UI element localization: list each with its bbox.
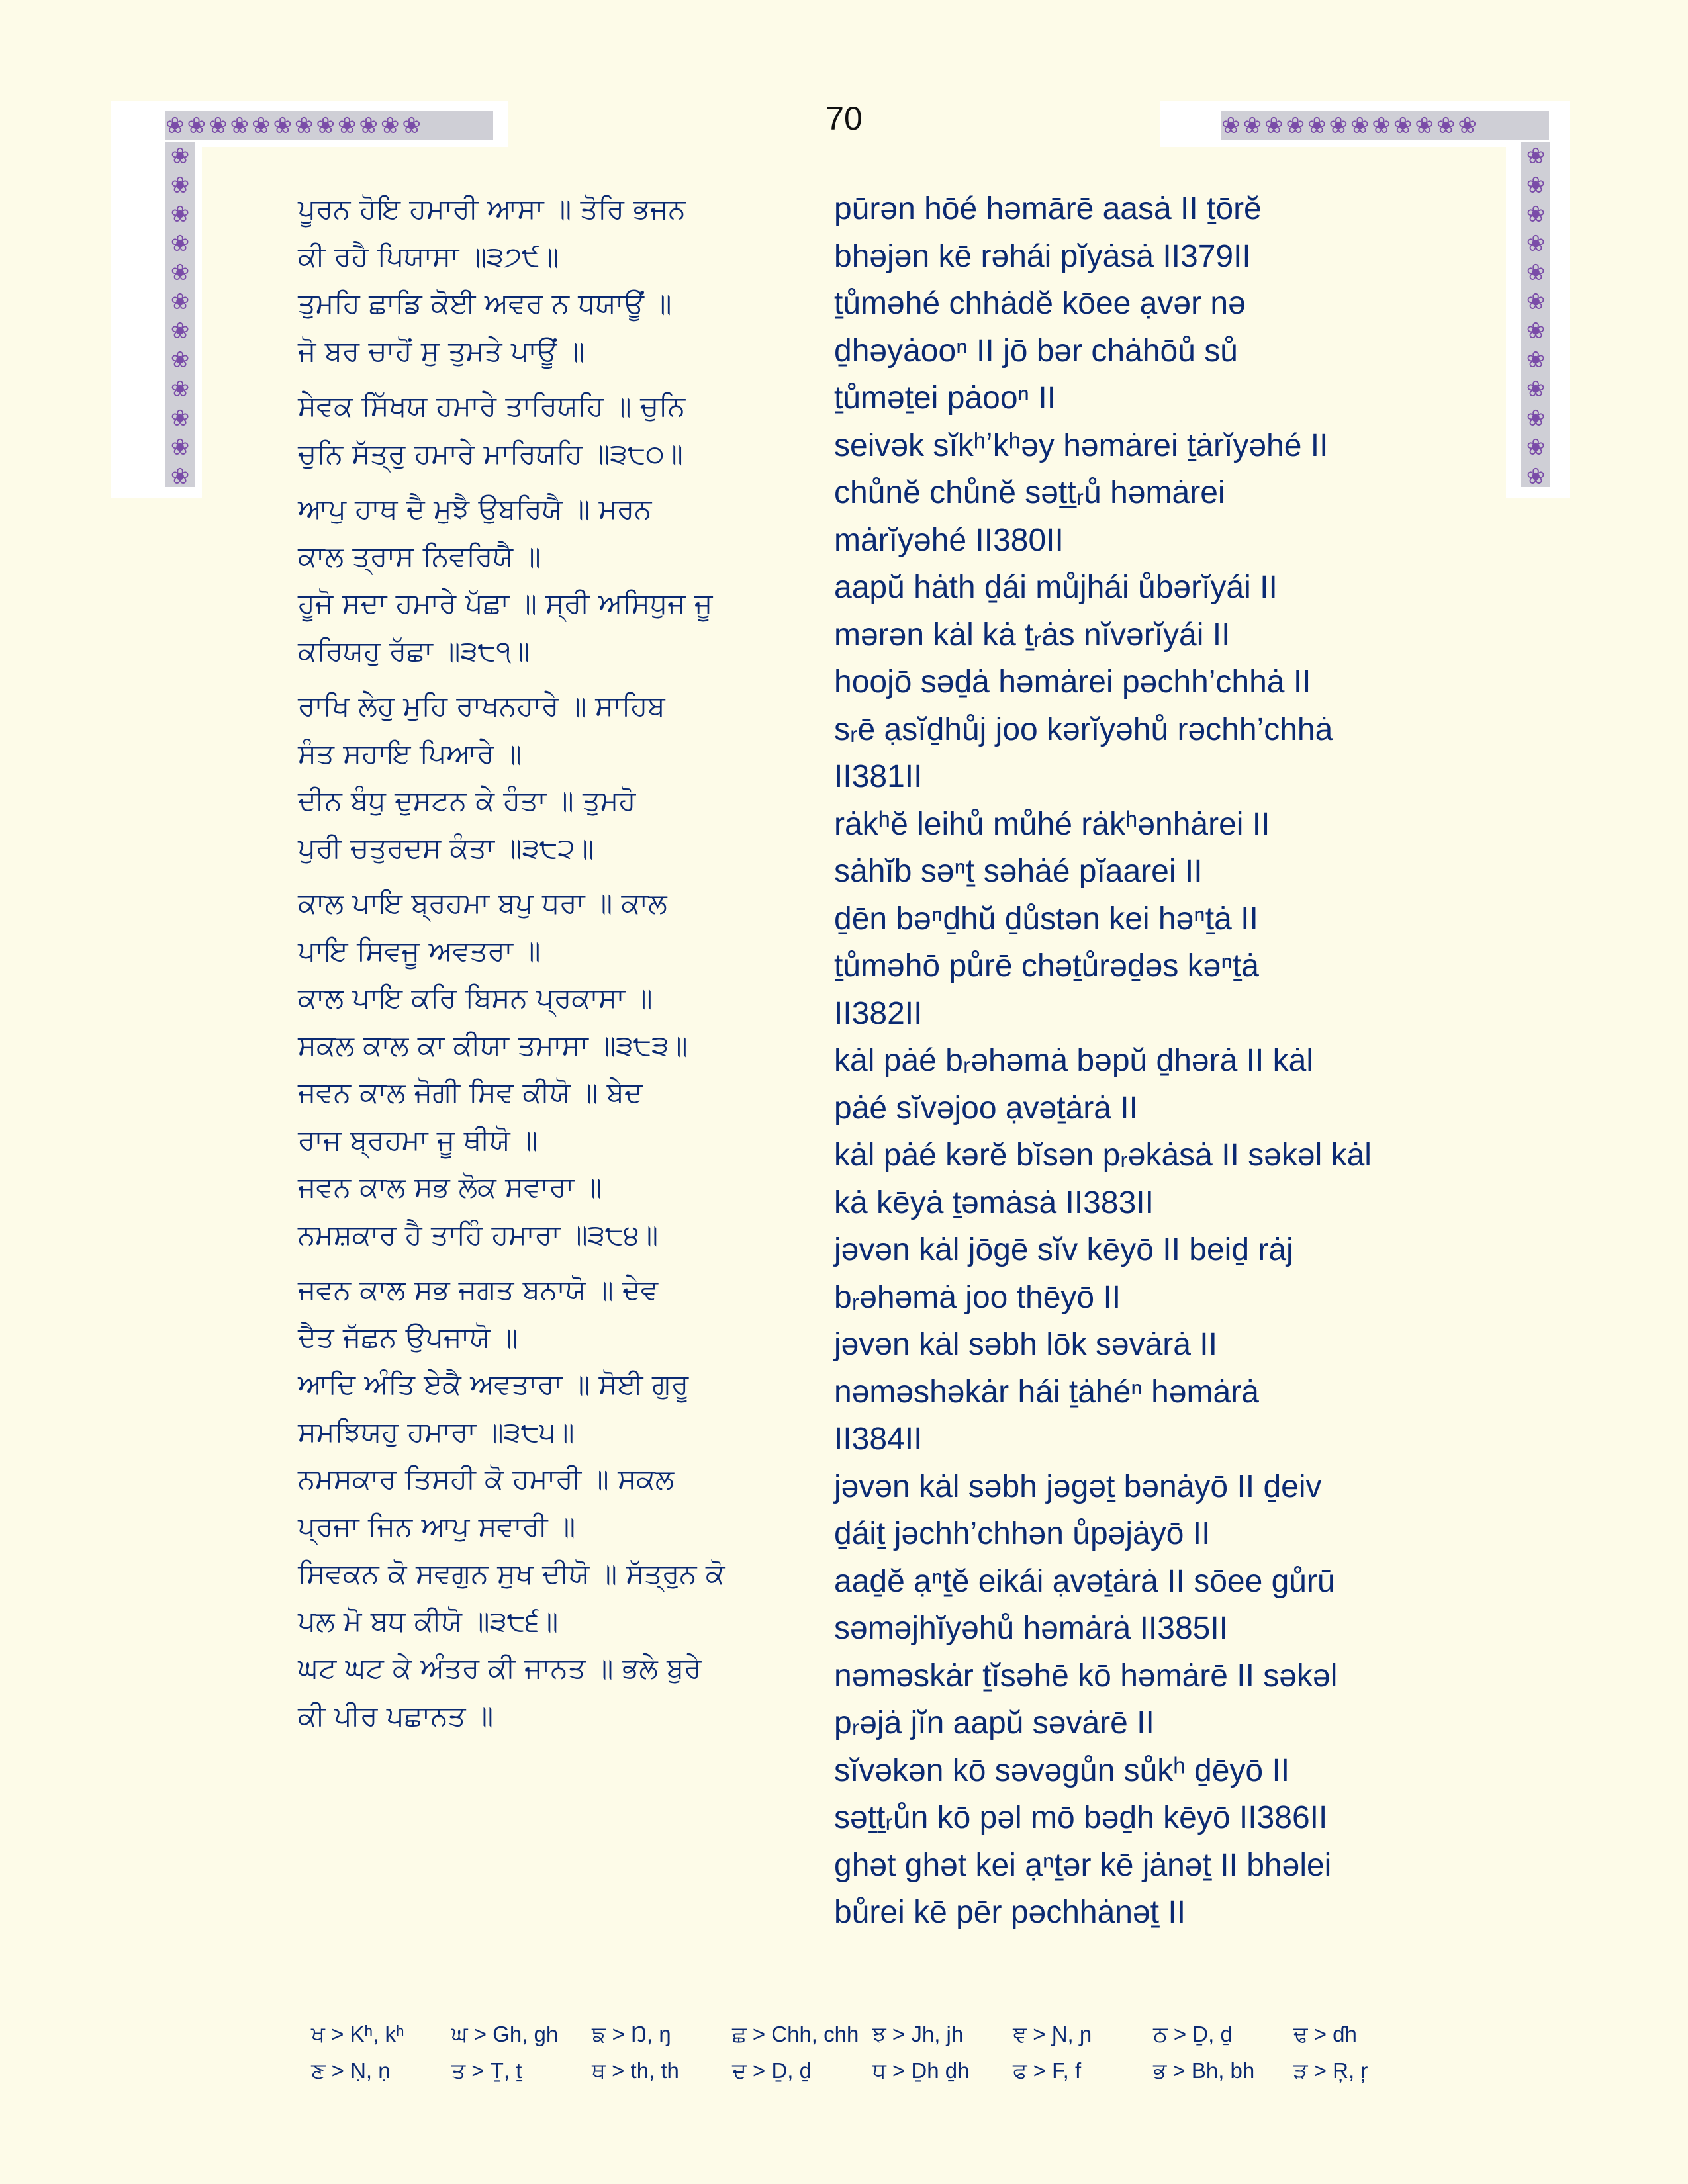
transliteration-line: nəməskȧr ṯĭsəhē kō həmȧrē II səkəl	[834, 1658, 1338, 1694]
transliteration-line: sĭvəkən kō səvəgůn sůkʰ ḏēyō II	[834, 1752, 1290, 1788]
transliteration-line: ṯůməhé chhȧdĕ kōee ạvər nə	[834, 286, 1246, 321]
gurmukhi-line: ਸੰਤ ਸਹਾਇ ਪਿਆਰੇ ॥	[298, 737, 522, 770]
flower-border-top-right: ❀❀❀❀❀❀❀❀❀❀❀❀	[1221, 111, 1549, 140]
gurmukhi-line: ਪੂਰਨ ਹੋਇ ਹਮਾਰੀ ਆਸਾ ॥ ਤੋਰਿ ਭਜਨ	[298, 193, 686, 225]
stanza-gap	[298, 375, 774, 383]
gurmukhi-line: ਹੂਜੋ ਸਦਾ ਹਮਾਰੇ ਪੱਛਾ ॥ ਸ੍ਰੀ ਅਸਿਧੁਜ ਜੂ	[298, 587, 713, 619]
legend-item: ੜ > Ŗ, ŗ	[1293, 2058, 1368, 2083]
gurmukhi-line: ਆਪੁ ਹਾਥ ਦੈ ਮੁਝੈ ਉਬਰਿਯੈ ॥ ਮਰਨ	[298, 492, 652, 525]
gurmukhi-line: ਜਵਨ ਕਾਲ ਸਭ ਜਗਤ ਬਨਾਯੋ ॥ ਦੇਵ	[298, 1273, 659, 1306]
legend-item: ਤ > Ṯ, ṯ	[451, 2058, 522, 2083]
transliteration-line: kȧl pȧé kərĕ bĭsən pᵣəkȧsȧ II səkəl kȧl	[834, 1138, 1372, 1173]
gurmukhi-line: ਪਲ ਮੋ ਬਧ ਕੀਯੋ ॥੩੮੬॥	[298, 1604, 559, 1637]
gurmukhi-line: ਰਾਖਿ ਲੇਹੁ ਮੁਹਿ ਰਾਖਨਹਾਰੇ ॥ ਸਾਹਿਬ	[298, 690, 665, 722]
transliteration-line: ḏáiṯ jəchh’chhən ůpəjȧyō II	[834, 1516, 1211, 1551]
legend-item: ਢ > ɗh	[1293, 2022, 1357, 2046]
transliteration-line: kȧl pȧé bᵣəhəmȧ bəpŭ ḏhərȧ II kȧl	[834, 1043, 1314, 1078]
transliteration-line: bhəjən kē rəhái pĭyȧsȧ II379II	[834, 238, 1251, 274]
gurmukhi-line: ਕੀ ਪੀਰ ਪਛਾਨਤ ॥	[298, 1699, 494, 1732]
transliteration-line: pᵣəjȧ jĭn aapŭ səvȧrē II	[834, 1706, 1154, 1741]
gurmukhi-line: ਪੁਰੀ ਚਤੁਰਦਸ ਕੰਤਾ ॥੩੮੨॥	[298, 831, 594, 864]
legend-item: ਖ > Kʰ, kʰ	[311, 2022, 404, 2046]
transliteration-line: səṯṯᵣůn kō pəl mō bəḏh kēyō II386II	[834, 1800, 1328, 1835]
transliteration-line: mȧrĭyəhé II380II	[834, 522, 1064, 558]
gurmukhi-line: ਸੇਵਕ ਸਿੱਖਯ ਹਮਾਰੇ ਤਾਰਿਯਹਿ ॥ ਚੁਨਿ	[298, 390, 686, 422]
gurmukhi-line: ਕਾਲ ਤ੍ਰਾਸ ਨਿਵਰਿਯੈ ॥	[298, 539, 541, 572]
gurmukhi-line: ਜਵਨ ਕਾਲ ਜੋਗੀ ਸਿਵ ਕੀਯੋ ॥ ਬੇਦ	[298, 1076, 643, 1109]
flower-border-side-left: ❀❀❀❀❀❀❀❀❀❀❀❀	[165, 142, 195, 487]
gurmukhi-line: ਕਰਿਯਹੁ ਰੱਛਾ ॥੩੮੧॥	[298, 634, 530, 667]
legend-item: ਞ > Ɲ, ɲ	[1013, 2022, 1092, 2046]
flower-border-side-right: ❀❀❀❀❀❀❀❀❀❀❀❀	[1521, 142, 1550, 487]
gurmukhi-line: ਜੋ ਬਰ ਚਾਹੋਂ ਸੁ ਤੁਮਤੇ ਪਾਊਂ ॥	[298, 334, 585, 367]
legend-item: ਘ > Gh, gh	[451, 2022, 559, 2046]
transliteration-line: sᵣē ạsĭḏhůj joo kərĭyəhů rəchh’chhȧ	[834, 711, 1333, 747]
stanza-gap	[298, 872, 774, 880]
page-number: 70	[825, 100, 863, 137]
transliteration-line: kȧ kēyȧ ṯəmȧsȧ II383II	[834, 1185, 1154, 1220]
legend-item: ਝ > Jh, jh	[872, 2022, 964, 2046]
transliteration-line: mərən kȧl kȧ ṯᵣȧs nĭvərĭyái II	[834, 617, 1231, 653]
legend-row	[311, 2022, 1436, 2058]
legend-item: ਦ > Ḏ, ḏ	[732, 2058, 812, 2083]
legend-item: ਛ > Chh, chh	[732, 2022, 859, 2046]
transliteration-line: nəməshəkȧr hái ṯȧhéⁿ həmȧrȧ	[834, 1374, 1259, 1410]
transliteration-line: aaḏĕ ạⁿṯĕ eikái ạvəṯȧrȧ II sōee gůrū	[834, 1563, 1335, 1599]
gurmukhi-line: ਚੁਨਿ ਸੱਤ੍ਰੁ ਹਮਾਰੇ ਮਾਰਿਯਹਿ ॥੩੮੦॥	[298, 437, 683, 470]
legend-row	[311, 2058, 1436, 2095]
gurmukhi-line: ਜਵਨ ਕਾਲ ਸਭ ਲੋਕ ਸਵਾਰਾ ॥	[298, 1171, 602, 1203]
stanza-gap	[298, 1258, 774, 1266]
transliteration-line: səməjhĭyəhů həmȧrȧ II385II	[834, 1611, 1229, 1646]
transliteration-line: rȧkʰĕ leihů můhé rȧkʰənhȧrei II	[834, 806, 1270, 842]
transliteration-line: hoojō səḏȧ həmȧrei pəchh’chhȧ II	[834, 664, 1311, 700]
legend-item: ਫ > F, f	[1013, 2058, 1082, 2083]
gurmukhi-line: ਕਾਲ ਪਾਇ ਬ੍ਰਹਮਾ ਬਪੁ ਧਰਾ ॥ ਕਾਲ	[298, 887, 667, 919]
transliteration-line: pūrən hōé həmārē aasȧ II ṯōrĕ	[834, 191, 1262, 226]
stanza-gap	[298, 477, 774, 485]
legend-item: ਧ > Ḏh ḏh	[872, 2058, 970, 2083]
gurmukhi-column	[298, 185, 774, 1739]
gurmukhi-line: ਸਕਲ ਕਾਲ ਕਾ ਕੀਯਾ ਤਮਾਸਾ ॥੩੮੩॥	[298, 1028, 688, 1062]
transliteration-line: pȧé sĭvəjoo ạvəṯȧrȧ II	[834, 1090, 1138, 1126]
gurmukhi-line: ਘਟ ਘਟ ਕੇ ਅੰਤਰ ਕੀ ਜਾਨਤ ॥ ਭਲੇ ਬੁਰੇ	[298, 1652, 702, 1684]
gurmukhi-line: ਨਮਸ਼ਕਾਰ ਹੈ ਤਾਹਿੰ ਹਮਾਰਾ ॥੩੮੪॥	[298, 1218, 659, 1251]
transliteration-line: bᵣəhəmȧ joo thēyō II	[834, 1279, 1121, 1315]
transliteration-line: ḏēn bəⁿḏhŭ ḏůstən kei həⁿṯȧ II	[834, 901, 1258, 936]
gurmukhi-line: ਕੀ ਰਹੈ ਪਿਯਾਸਾ ॥੩੭੯॥	[298, 240, 559, 273]
transliteration-legend	[311, 2022, 1436, 2095]
legend-item: ਥ > th, th	[592, 2058, 679, 2083]
transliteration-line: chůnĕ chůnĕ səṯṯᵣů həmȧrei	[834, 475, 1225, 510]
gurmukhi-line: ਦੈਤ ਜੱਛਨ ਉਪਜਾਯੋ ॥	[298, 1320, 518, 1353]
transliteration-line: ḏhəyȧooⁿ II jō bər chȧhōů sů	[834, 333, 1238, 369]
transliteration-line: jəvən kȧl jōgē sĭv kēyō II beiḏ rȧj	[834, 1232, 1293, 1267]
transliteration-column	[834, 185, 1397, 1936]
gurmukhi-line: ਨਮਸਕਾਰ ਤਿਸਹੀ ਕੋ ਹਮਾਰੀ ॥ ਸਕਲ	[298, 1463, 675, 1495]
legend-item: ਣ > Ṇ, ṇ	[311, 2058, 391, 2083]
transliteration-line: II384II	[834, 1422, 923, 1457]
transliteration-line: seivək sĭkʰʼkʰəy həmȧrei ṯȧrĭyəhé II	[834, 428, 1329, 463]
gurmukhi-line: ਕਾਲ ਪਾਇ ਕਰਿ ਬਿਸਨ ਪ੍ਰਕਾਸਾ ॥	[298, 981, 653, 1014]
gurmukhi-line: ਸਮਝਿਯਹੁ ਹਮਾਰਾ ॥੩੮੫॥	[298, 1415, 575, 1448]
legend-item: ਙ > Ŋ, ŋ	[592, 2022, 671, 2046]
stanza-gap	[298, 674, 774, 682]
gurmukhi-line: ਸਿਵਕਨ ਕੋ ਸਵਗੁਨ ਸੁਖ ਦੀਯੋ ॥ ਸੱਤ੍ਰੁਨ ਕੋ	[298, 1557, 725, 1590]
legend-item: ਭ > Bh, bh	[1153, 2058, 1255, 2083]
transliteration-line: jəvən kȧl səbh lōk səvȧrȧ II	[834, 1327, 1217, 1362]
transliteration-line: jəvən kȧl səbh jəgəṯ bənȧyō II ḏeiv	[834, 1469, 1322, 1504]
gurmukhi-line: ਦੀਨ ਬੰਧੁ ਦੁਸਟਨ ਕੇ ਹੰਤਾ ॥ ਤੁਮਹੋ	[298, 784, 636, 817]
transliteration-line: ṯůməhō půrē chəṯůrəḏəs kəⁿṯȧ	[834, 948, 1259, 983]
transliteration-line: II381II	[834, 759, 923, 794]
transliteration-line: ghət ghət kei ạⁿṯər kē jȧnəṯ II bhəlei	[834, 1847, 1332, 1883]
gurmukhi-line: ਤੁਮਹਿ ਛਾਡਿ ਕੋਈ ਅਵਰ ਨ ਧਯਾਊਂ ॥	[298, 287, 672, 320]
gurmukhi-line: ਰਾਜ ਬ੍ਰਹਮਾ ਜੂ ਥੀਯੋ ॥	[298, 1123, 538, 1156]
flower-border-top-left: ❀❀❀❀❀❀❀❀❀❀❀❀	[165, 111, 493, 140]
gurmukhi-line: ਪ੍ਰਜਾ ਜਿਨ ਆਪੁ ਸਵਾਰੀ ॥	[298, 1510, 576, 1543]
transliteration-line: II382II	[834, 995, 923, 1031]
gurmukhi-line: ਆਦਿ ਅੰਤਿ ਏਕੈ ਅਵਤਾਰਾ ॥ ਸੋਈ ਗੁਰੂ	[298, 1368, 689, 1400]
gurmukhi-line: ਪਾਇ ਸਿਵਜੂ ਅਵਤਰਾ ॥	[298, 934, 541, 967]
transliteration-line: aapŭ hȧth ḏái můjhái ůbərĭyái II	[834, 570, 1278, 605]
transliteration-line: sȧhĭb səⁿṯ səhȧé pĭaarei II	[834, 854, 1203, 889]
transliteration-line: ṯůməṯei pȧooⁿ II	[834, 381, 1056, 416]
transliteration-line: bůrei kē pēr pəchhȧnəṯ II	[834, 1895, 1186, 1930]
legend-item: ਠ > Ḏ, ḏ	[1153, 2022, 1233, 2046]
